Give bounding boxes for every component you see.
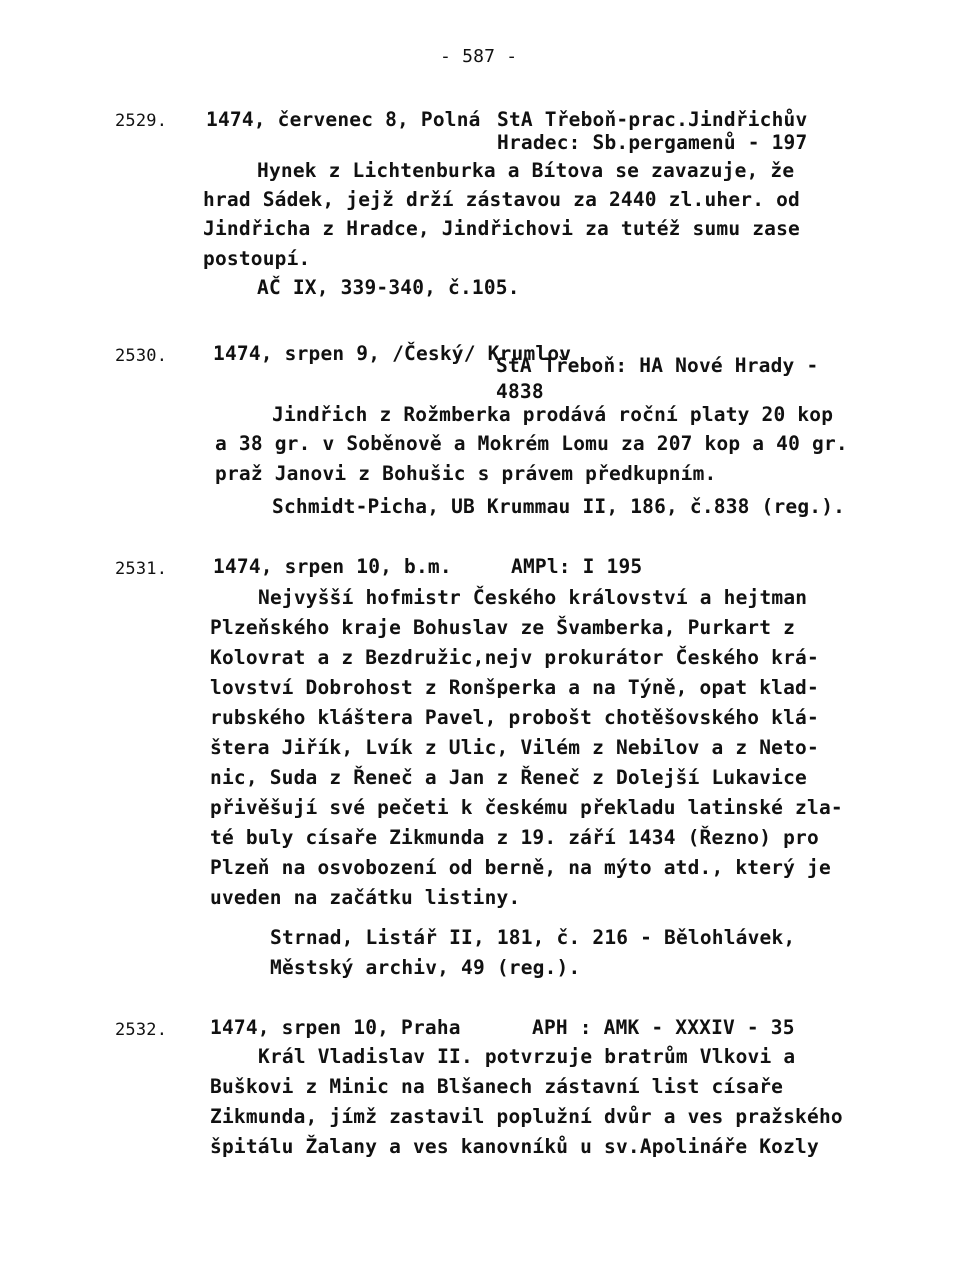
entry-text-line: lovství Dobrohost z Ronšperka a na Týně, opat klad- xyxy=(210,676,819,699)
entry-number: 2530. xyxy=(115,346,168,366)
entry-text-line: přivěšují své pečeti k českému překladu latinské zla- xyxy=(210,796,843,819)
entry-text-line: Jindřicha z Hradce, Jindřichovi za tutéž sumu zase xyxy=(203,217,800,240)
entry-date-place: 1474, srpen 10, b.m. xyxy=(213,555,452,578)
entry-date-place: 1474, červenec 8, Polná xyxy=(206,108,481,131)
entry-source-line: APH : AMK - XXXIV - 35 xyxy=(532,1016,795,1039)
entry-number: 2532. xyxy=(115,1020,168,1040)
entry-text-line: Král Vladislav II. potvrzuje bratrům Vlkovi a xyxy=(258,1045,796,1068)
entry-reference: AČ IX, 339-340, č.105. xyxy=(257,276,520,299)
entry-text-line: nic, Suda z Řeneč a Jan z Řeneč z Dolejší Lukavice xyxy=(210,766,807,789)
entry-text-line: hrad Sádek, jejž drží zástavou za 2440 zl.uher. od xyxy=(203,188,800,211)
entry-number: 2529. xyxy=(115,111,168,131)
entry-source-line: StA Třeboň-prac.Jindřichův xyxy=(497,108,808,131)
entry-date-place: 1474, srpen 10, Praha xyxy=(210,1016,461,1039)
entry-text-line: té buly císaře Zikmunda z 19. září 1434 (Řezno) pro xyxy=(210,826,819,849)
entry-text-line: praž Janovi z Bohušic s právem předkupním. xyxy=(215,462,717,485)
entry-reference: Strnad, Listář II, 181, č. 216 - Bělohlávek, xyxy=(270,926,796,949)
entry-text-line: postoupí. xyxy=(203,247,311,270)
entry-reference: Městský archiv, 49 (reg.). xyxy=(270,956,581,979)
entry-source-line: 4838 xyxy=(496,380,544,403)
entry-text-line: Zikmunda, jímž zastavil poplužní dvůr a ves pražského xyxy=(210,1105,843,1128)
entry-text-line: špitálu Žalany a ves kanovníků u sv.Apolináře Kozly xyxy=(210,1135,819,1158)
entry-text-line: uveden na začátku listiny. xyxy=(210,886,521,909)
entry-text-line: Plzeňského kraje Bohuslav ze Švamberka, Purkart z xyxy=(210,616,796,639)
entry-text-line: Hynek z Lichtenburka a Bítova se zavazuje, že xyxy=(257,159,795,182)
entry-text-line: Nejvyšší hofmistr Českého království a hejtman xyxy=(258,586,808,609)
entry-text-line: Kolovrat a z Bezdružic,nejv prokurátor Českého krá- xyxy=(210,646,819,669)
entry-source-line: Hradec: Sb.pergamenů - 197 xyxy=(497,131,808,154)
entry-reference: Schmidt-Picha, UB Krummau II, 186, č.838 (reg.). xyxy=(272,495,846,518)
entry-text-line: Plzeň na osvobození od berně, na mýto atd., který je xyxy=(210,856,831,879)
page-number: - 587 - xyxy=(440,46,518,67)
entry-text-line: štera Jiřík, Lvík z Ulic, Vilém z Nebilov a z Neto- xyxy=(210,736,819,759)
entry-text-line: rubského kláštera Pavel, probošt chotěšovského klá- xyxy=(210,706,819,729)
entry-source-line: AMPl: I 195 xyxy=(511,555,643,578)
entry-date-place: 1474, srpen 9, /Český/ Krumlov xyxy=(213,342,572,365)
entry-text-line: Buškovi z Minic na Blšanech zástavní list císaře xyxy=(210,1075,784,1098)
entry-number: 2531. xyxy=(115,559,168,579)
entry-text-line: a 38 gr. v Soběnově a Mokrém Lomu za 207 kop a 40 gr. xyxy=(215,432,848,455)
entry-source-line: StA Třeboň: HA Nové Hrady - xyxy=(496,354,819,377)
entry-text-line: Jindřich z Rožmberka prodává roční platy 20 kop xyxy=(272,403,834,426)
